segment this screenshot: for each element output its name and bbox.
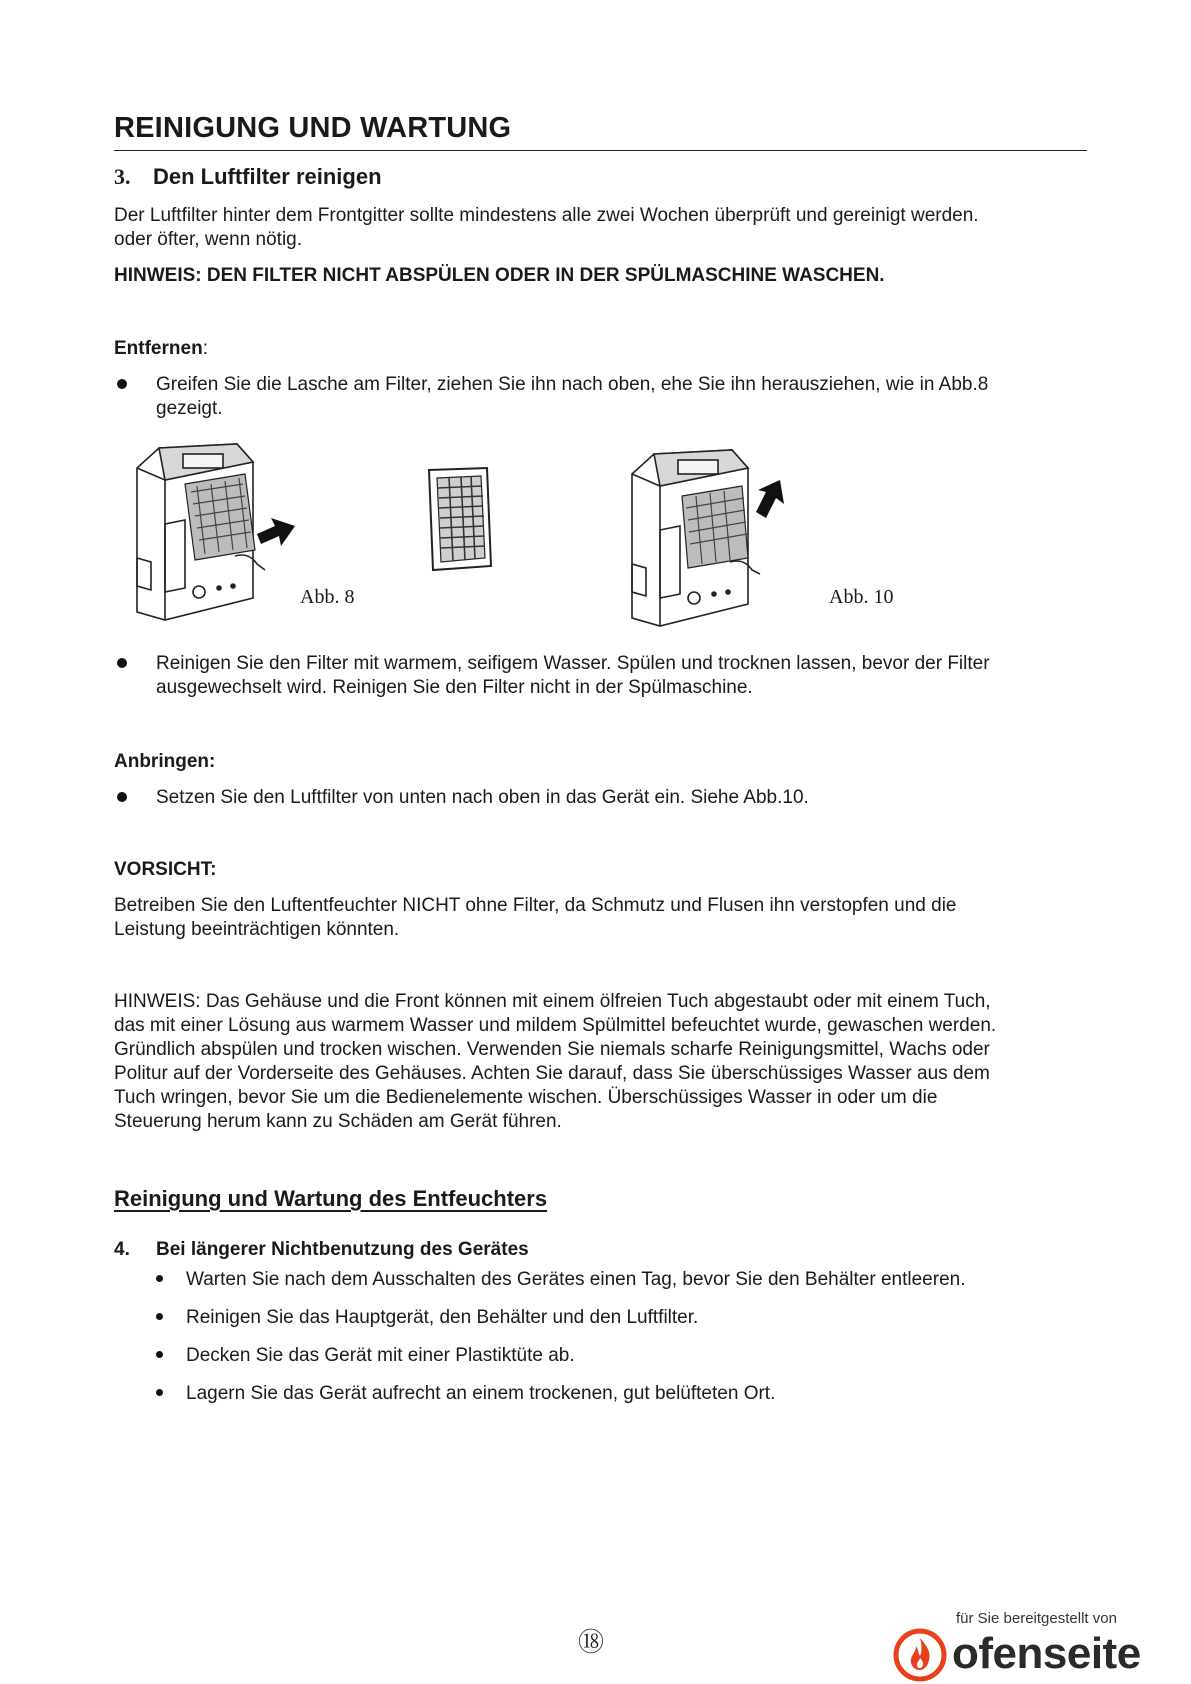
section-4-heading — [114, 1238, 529, 1262]
section-title: Den Luftfilter reinigen — [152, 164, 382, 189]
remove-heading — [114, 337, 208, 361]
remove-heading-label: Entfernen — [114, 338, 203, 359]
filter-warning: HINWEIS: DEN FILTER NICHT ABSPÜLEN ODER IN DER SPÜLMASCHINE WASCHEN. — [114, 265, 885, 286]
section-number: 3. — [114, 164, 131, 189]
dehumidifier-insert-illustration — [620, 446, 795, 631]
remove-step-2-line-1: Reinigen Sie den Filter mit warmem, seifigem Wasser. Spülen und trocknen lassen, bevor der Filter — [156, 653, 990, 674]
section-4-number: 4. — [114, 1239, 130, 1260]
bullet-icon — [117, 792, 127, 802]
section-4-title: Bei längerer Nichtbenutzung des Gerätes — [156, 1239, 529, 1260]
dehumidifier-remove-illustration — [125, 440, 300, 625]
attach-step-1: Setzen Sie den Luftfilter von unten nach oben in das Gerät ein. Siehe Abb.10. — [156, 787, 809, 808]
hint-line: das mit einer Lösung aus warmem Wasser und mildem Spülmittel befeuchtet wurde, gewaschen werden. — [114, 1015, 997, 1036]
intro-line-2: oder öfter, wenn nötig. — [114, 229, 303, 250]
hint-line: HINWEIS: Das Gehäuse und die Front können mit einem ölfreien Tuch abgestaubt oder mit einem Tuch, — [114, 991, 991, 1012]
remove-heading-colon: : — [202, 338, 208, 359]
bullet-icon — [156, 1389, 163, 1396]
bullet-icon — [117, 379, 127, 389]
storage-item: Decken Sie das Gerät mit einer Plastiktüte ab. — [186, 1345, 575, 1366]
bullet-icon — [117, 658, 127, 668]
storage-item: Warten Sie nach dem Ausschalten des Gerätes einen Tag, bevor Sie den Behälter entleeren. — [186, 1269, 966, 1290]
title-divider — [114, 150, 1087, 151]
remove-step-2-line-2: ausgewechselt wird. Reinigen Sie den Filter nicht in der Spülmaschine. — [156, 677, 753, 698]
bullet-icon — [156, 1275, 163, 1282]
bullet-icon — [156, 1313, 163, 1320]
hint-line: Tuch wringen, bevor Sie um die Bedienelemente wischen. Überschüssiges Wasser in oder um die — [114, 1087, 938, 1108]
footer-tagline: für Sie bereitgestellt von — [956, 1610, 1117, 1627]
caution-line-2: Leistung beeinträchtigen könnten. — [114, 919, 400, 940]
page-title: REINIGUNG UND WARTUNG — [114, 112, 512, 144]
caution-line-1: Betreiben Sie den Luftentfeuchter NICHT ohne Filter, da Schmutz und Flusen ihn verstopfen und die — [114, 895, 957, 916]
attach-heading: Anbringen: — [114, 751, 216, 772]
figure-caption-abb8: Abb. 8 — [300, 586, 355, 608]
brand-name: ofenseite — [952, 1629, 1141, 1678]
maintenance-heading: Reinigung und Wartung des Entfeuchters — [114, 1186, 548, 1211]
storage-item: Reinigen Sie das Hauptgerät, den Behälter und den Luftfilter. — [186, 1307, 699, 1328]
remove-step-1-line-1: Greifen Sie die Lasche am Filter, ziehen Sie ihn nach oben, ehe Sie ihn herausziehen, wie in Abb.8 — [156, 374, 989, 395]
storage-item: Lagern Sie das Gerät aufrecht an einem trockenen, gut belüfteten Ort. — [186, 1383, 776, 1404]
remove-step-1-line-2: gezeigt. — [156, 398, 223, 419]
page-number: ⑱ — [578, 1628, 605, 1658]
hint-line: Steuerung herum kann zu Schäden am Gerät führen. — [114, 1111, 562, 1132]
section-3-heading — [114, 164, 382, 190]
hint-paragraph — [114, 990, 1086, 1134]
hint-line: Gründlich abspülen und trocken wischen. Verwenden Sie niemals scharfe Reinigungsmittel, Wachs oder — [114, 1039, 990, 1060]
caution-heading: VORSICHT: — [114, 859, 217, 880]
intro-line-1: Der Luftfilter hinter dem Frontgitter sollte mindestens alle zwei Wochen überprüft und gereinigt werden. — [114, 205, 979, 226]
hint-line: Politur auf der Vorderseite des Gehäuses. Achten Sie darauf, dass Sie überschüssiges Wasser aus dem — [114, 1063, 990, 1084]
air-filter-illustration — [425, 466, 495, 572]
bullet-icon — [156, 1351, 163, 1358]
figure-caption-abb10: Abb. 10 — [829, 586, 894, 608]
flame-logo-icon — [893, 1628, 947, 1682]
